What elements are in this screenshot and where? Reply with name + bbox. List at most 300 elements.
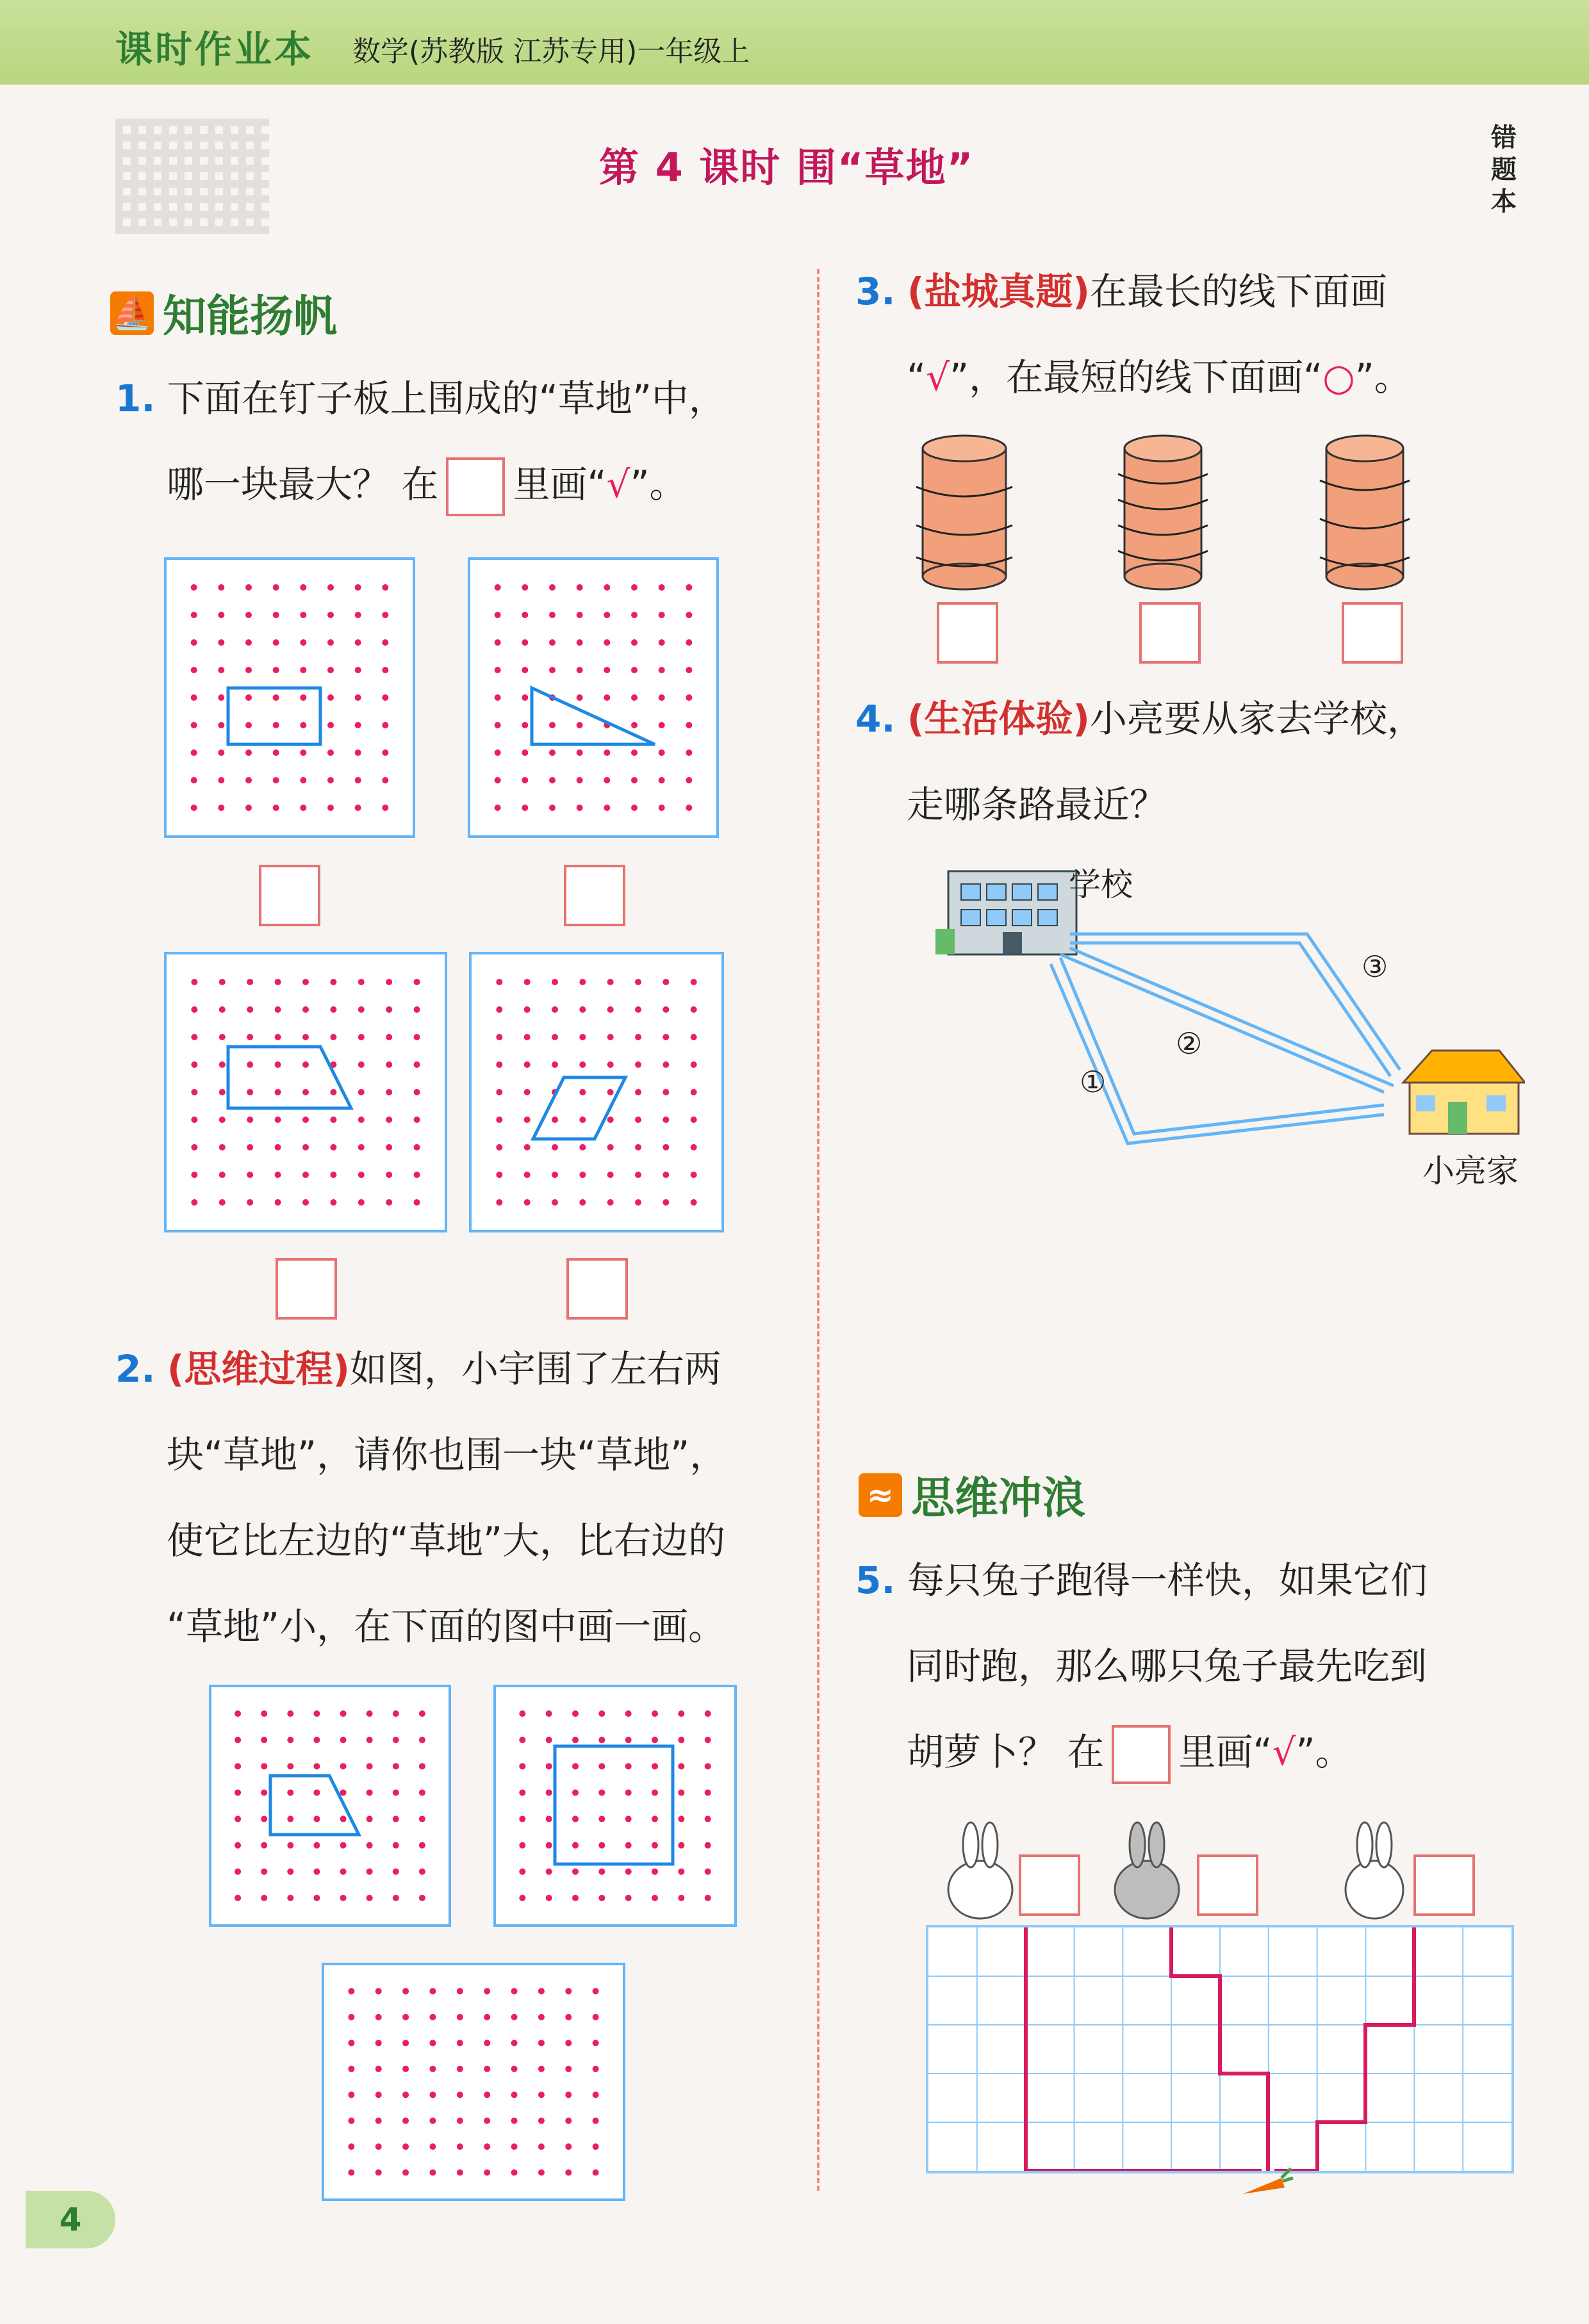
peg-dot — [247, 979, 253, 985]
peg-dot — [577, 612, 583, 618]
peg-dot — [300, 805, 306, 811]
peg-dot — [593, 2040, 599, 2046]
peg-dot — [593, 2066, 599, 2072]
peg-dot — [565, 2143, 572, 2150]
peg-dot — [191, 1144, 197, 1150]
peg-dot — [484, 2066, 490, 2072]
peg-dot — [691, 1061, 697, 1068]
peg-dot — [659, 777, 665, 783]
peg-dot — [300, 777, 306, 783]
peg-dot — [348, 1988, 354, 1994]
peg-dot — [625, 1816, 632, 1822]
peg-dot — [625, 1737, 632, 1743]
peg-dot — [273, 777, 279, 783]
peg-dot — [414, 1006, 420, 1013]
question-text: 块“草地”，请你也围一块“草地”， — [167, 1433, 727, 1477]
peg-dot — [484, 2014, 490, 2020]
peg-dot — [593, 1988, 599, 1994]
peg-dot — [549, 805, 556, 811]
peg-dot — [511, 2014, 518, 2020]
peg-dot — [273, 639, 279, 646]
answer-box-1b[interactable] — [564, 865, 625, 926]
peg-dot — [429, 2066, 436, 2072]
question-text: 如图，小宇围了左右两 — [349, 1347, 721, 1391]
peg-dot — [327, 722, 334, 728]
peg-dot — [686, 584, 692, 591]
peg-dot — [313, 1816, 320, 1822]
peg-dot — [375, 2118, 382, 2124]
peg-dot — [386, 1034, 392, 1040]
peg-dot — [355, 749, 361, 756]
peg-dot — [579, 1117, 586, 1123]
peg-dot — [524, 1172, 531, 1178]
peg-dot — [191, 777, 197, 783]
section-label: 知能扬帆 — [163, 291, 338, 342]
peg-dot — [382, 777, 388, 783]
peg-dot — [261, 1763, 267, 1769]
answer-box-5c[interactable] — [1413, 1854, 1475, 1916]
peg-dot — [631, 612, 638, 618]
peg-dot — [457, 2091, 463, 2098]
peg-dot — [524, 1061, 531, 1068]
peg-dot — [604, 749, 610, 756]
peg-dot — [261, 1842, 267, 1849]
peg-dot — [659, 805, 665, 811]
peg-dot — [429, 2014, 436, 2020]
peg-dot — [593, 2170, 599, 2176]
peg-dot — [635, 1144, 641, 1150]
peg-dot — [607, 1034, 614, 1040]
peg-dot — [245, 694, 252, 701]
peg-dot — [358, 1144, 365, 1150]
peg-dot — [275, 1117, 281, 1123]
peg-dot — [652, 1842, 658, 1849]
peg-dot — [191, 667, 197, 673]
peg-dot — [579, 1061, 586, 1068]
peg-dot — [245, 584, 252, 591]
peg-dot — [358, 1089, 365, 1095]
peg-dot — [348, 2066, 354, 2072]
peg-dot — [484, 2118, 490, 2124]
peg-dot — [579, 1034, 586, 1040]
peg-dot — [549, 722, 556, 728]
peg-dot — [705, 1710, 711, 1717]
peg-dot — [495, 612, 501, 618]
peg-dot — [635, 1034, 641, 1040]
peg-dot — [511, 1988, 518, 1994]
peg-dot — [330, 979, 336, 985]
page-number: 4 — [26, 2191, 115, 2248]
peg-dot — [686, 722, 692, 728]
peg-dot — [235, 1869, 241, 1875]
peg-dot — [386, 1089, 392, 1095]
peg-dot — [348, 2118, 354, 2124]
peg-dot — [247, 1061, 253, 1068]
peg-dot — [340, 1763, 347, 1769]
peg-dot — [330, 1199, 336, 1206]
peg-dot — [549, 777, 556, 783]
peg-dot — [607, 1117, 614, 1123]
peg-dot — [705, 1789, 711, 1796]
peg-dot — [598, 1763, 605, 1769]
peg-dot — [245, 667, 252, 673]
route-1-path — [1060, 958, 1384, 1134]
peg-dot — [366, 1710, 373, 1717]
peg-dot — [663, 1172, 669, 1178]
peg-dot — [235, 1789, 241, 1796]
peg-dot — [484, 2040, 490, 2046]
rabbit-1-icon — [948, 1822, 1012, 1919]
peg-dot — [705, 1869, 711, 1875]
peg-dot — [402, 2014, 409, 2020]
answer-box-1d[interactable] — [566, 1258, 628, 1320]
peg-dot — [366, 1895, 373, 1901]
peg-dot — [691, 1089, 697, 1095]
question-text: 使它比左边的“草地”大，比右边的 — [167, 1519, 726, 1562]
peg-dot — [652, 1789, 658, 1796]
peg-dot — [273, 584, 279, 591]
question-text: 在最长的线下面画 — [1089, 270, 1387, 313]
question-text: 小亮要从家去学校， — [1089, 697, 1424, 741]
peg-dot — [287, 1789, 293, 1796]
peg-dot — [191, 1117, 197, 1123]
peg-dot — [219, 1061, 226, 1068]
check-mark-icon: √ — [606, 462, 630, 506]
peg-dot — [327, 612, 334, 618]
header-bar — [0, 0, 1589, 85]
answer-box-5a[interactable] — [1019, 1854, 1080, 1916]
peg-dot — [663, 1006, 669, 1013]
peg-dot — [549, 584, 556, 591]
question-text: ”。 — [1296, 1730, 1353, 1774]
peg-dot — [219, 1117, 226, 1123]
route-2-path — [1070, 948, 1394, 1086]
peg-dot — [691, 1199, 697, 1206]
peg-dot — [386, 1199, 392, 1206]
peg-dot — [652, 1763, 658, 1769]
peg-dot — [579, 1006, 586, 1013]
peg-dot — [604, 694, 610, 701]
peg-dot — [549, 612, 556, 618]
peg-dot — [302, 1199, 309, 1206]
peg-dot — [235, 1710, 241, 1717]
peg-dot — [598, 1895, 605, 1901]
rabbit-3-icon — [1346, 1822, 1403, 1919]
peg-dot — [577, 777, 583, 783]
peg-dot — [414, 1061, 420, 1068]
peg-dot — [375, 2040, 382, 2046]
peg-dot — [429, 2091, 436, 2098]
peg-dot — [275, 1006, 281, 1013]
question-text: ”。 — [1354, 356, 1412, 399]
peg-dot — [607, 1172, 614, 1178]
peg-dot — [302, 979, 309, 985]
peg-dot — [375, 2143, 382, 2150]
peg-dot — [511, 2143, 518, 2150]
peg-dot — [191, 694, 197, 701]
peg-dot — [302, 1172, 309, 1178]
peg-dot — [355, 805, 361, 811]
answer-box-5b[interactable] — [1197, 1854, 1258, 1916]
peg-dot — [663, 1117, 669, 1123]
section-heading-2 — [859, 1464, 1085, 1526]
peg-dot — [355, 612, 361, 618]
peg-dot — [414, 1144, 420, 1150]
question-text: 胡萝卜？ 在 — [907, 1730, 1105, 1774]
peg-dot — [247, 1199, 253, 1206]
peg-dot — [538, 2170, 545, 2176]
peg-dot — [635, 1172, 641, 1178]
peg-dot — [631, 639, 638, 646]
peg-dot — [552, 979, 558, 985]
peg-dot — [625, 1869, 632, 1875]
rabbit-2-icon — [1115, 1822, 1179, 1919]
peg-dot — [340, 1842, 347, 1849]
peg-dot — [245, 722, 252, 728]
peg-dot — [457, 2040, 463, 2046]
peg-dot — [457, 2170, 463, 2176]
wound-cylinders-figure — [910, 429, 1422, 602]
peg-dot — [484, 2170, 490, 2176]
peg-dot — [495, 722, 501, 728]
route-3-label: ③ — [1362, 949, 1388, 984]
peg-dot — [604, 667, 610, 673]
peg-dot — [429, 1988, 436, 1994]
peg-dot — [607, 979, 614, 985]
peg-dot — [577, 584, 583, 591]
question-text: “草地”小，在下面的图中画一画。 — [167, 1605, 726, 1648]
peg-dot — [496, 1089, 502, 1095]
peg-dot — [382, 639, 388, 646]
peg-dot — [635, 1199, 641, 1206]
peg-dot — [565, 2040, 572, 2046]
peg-dot — [375, 2014, 382, 2020]
answer-box-1a[interactable] — [259, 865, 320, 926]
peg-dot — [393, 1842, 399, 1849]
peg-dot — [219, 1006, 226, 1013]
peg-dot — [572, 1710, 579, 1717]
peg-dot — [631, 749, 638, 756]
answer-box-3b[interactable] — [1139, 602, 1201, 664]
peg-dot — [522, 805, 528, 811]
section-heading-1 — [110, 282, 337, 344]
peg-dot — [330, 1089, 336, 1095]
peg-dot — [191, 805, 197, 811]
peg-dot — [313, 1895, 320, 1901]
peg-dot — [300, 667, 306, 673]
peg-dot — [414, 1089, 420, 1095]
pegboard-1a — [164, 557, 415, 838]
question-2 — [115, 1326, 794, 1669]
answer-box-3a[interactable] — [937, 602, 998, 664]
peg-dot — [625, 1710, 632, 1717]
peg-dot — [300, 584, 306, 591]
peg-dot — [419, 1869, 425, 1875]
peg-dot — [519, 1763, 525, 1769]
peg-dot — [218, 777, 224, 783]
question-text: 里画“ — [1178, 1730, 1272, 1774]
peg-dot — [393, 1816, 399, 1822]
peg-dot — [691, 979, 697, 985]
peg-dot — [659, 639, 665, 646]
peg-dot — [577, 694, 583, 701]
question-text: 里画“ — [513, 462, 607, 506]
peg-dot — [327, 694, 334, 701]
peg-dot — [686, 667, 692, 673]
peg-dot — [382, 694, 388, 701]
peg-dot — [375, 2066, 382, 2072]
peg-dot — [358, 979, 365, 985]
question-1 — [115, 356, 794, 527]
peg-dot — [552, 1061, 558, 1068]
house-icon — [1403, 1051, 1525, 1134]
peg-dot — [393, 1737, 399, 1743]
peg-dot — [386, 979, 392, 985]
peg-dot — [302, 1117, 309, 1123]
peg-dot — [457, 2014, 463, 2020]
peg-dot — [565, 2066, 572, 2072]
peg-dot — [330, 1172, 336, 1178]
peg-dot — [593, 2143, 599, 2150]
question-text: 每只兔子跑得一样快，如果它们 — [907, 1559, 1428, 1602]
peg-dot — [235, 1816, 241, 1822]
peg-dot — [245, 777, 252, 783]
route-3-inner — [1070, 943, 1390, 1076]
cylinder-1-icon — [916, 436, 1012, 589]
peg-dot — [247, 1006, 253, 1013]
peg-dot — [522, 694, 528, 701]
peg-dot — [552, 1034, 558, 1040]
peg-dot — [261, 1737, 267, 1743]
peg-dot — [219, 1144, 226, 1150]
question-number: 4. — [855, 697, 896, 741]
peg-dot — [686, 777, 692, 783]
peg-dot — [705, 1895, 711, 1901]
peg-dot — [302, 1034, 309, 1040]
peg-dot — [519, 1842, 525, 1849]
peg-dot — [604, 584, 610, 591]
pegboard-2b — [493, 1685, 737, 1927]
peg-dot — [705, 1842, 711, 1849]
peg-dot — [419, 1737, 425, 1743]
peg-dot — [382, 667, 388, 673]
peg-dot — [261, 1710, 267, 1717]
route-3-path — [1070, 934, 1400, 1070]
school-label: 学校 — [1069, 866, 1133, 903]
peg-dot — [598, 1710, 605, 1717]
peg-dot — [625, 1789, 632, 1796]
peg-dot — [511, 2091, 518, 2098]
peg-dot — [659, 667, 665, 673]
pegboard-svg — [167, 954, 445, 1230]
pegboard-svg — [472, 954, 721, 1230]
qr-code-icon — [115, 119, 269, 234]
question-text: 哪一块最大？ 在 — [167, 462, 439, 506]
peg-dot — [348, 2040, 354, 2046]
peg-dot — [386, 1144, 392, 1150]
peg-dot — [414, 1117, 420, 1123]
pegboard-svg — [470, 560, 716, 835]
question-text: 下面在钉子板上围成的“草地”中， — [167, 377, 726, 420]
peg-dot — [235, 1737, 241, 1743]
peg-dot — [219, 1199, 226, 1206]
answer-box-3c[interactable] — [1342, 602, 1403, 664]
peg-dot — [457, 1988, 463, 1994]
peg-dot — [579, 1172, 586, 1178]
peg-dot — [593, 2014, 599, 2020]
peg-dot — [565, 2170, 572, 2176]
peg-dot — [598, 1842, 605, 1849]
peg-dot — [414, 1199, 420, 1206]
peg-dot — [191, 749, 197, 756]
peg-dot — [219, 979, 226, 985]
peg-dot — [691, 1172, 697, 1178]
peg-dot — [552, 1172, 558, 1178]
answer-box-1c[interactable] — [276, 1258, 337, 1320]
peg-dot — [652, 1816, 658, 1822]
brand-title: 课时作业本 — [115, 28, 315, 71]
peg-dot — [382, 805, 388, 811]
peg-dot — [635, 1006, 641, 1013]
peg-dot — [577, 805, 583, 811]
peg-dot — [565, 1988, 572, 1994]
peg-dot — [572, 1763, 579, 1769]
cylinder-3-icon — [1320, 436, 1410, 589]
route-2-label: ② — [1176, 1026, 1203, 1061]
pegboard-1c — [164, 952, 447, 1232]
peg-dot — [330, 1006, 336, 1013]
peg-dot — [327, 639, 334, 646]
path-rabbit-1 — [1026, 1927, 1262, 2171]
pegboard-svg — [324, 1965, 623, 2198]
pegboard-1b — [468, 557, 719, 838]
peg-dot — [273, 667, 279, 673]
sail-icon: ⛵ — [110, 291, 154, 335]
peg-dot — [625, 1895, 632, 1901]
enclosed-area — [533, 1077, 625, 1139]
peg-dot — [495, 639, 501, 646]
peg-dot — [273, 805, 279, 811]
peg-dot — [302, 1089, 309, 1095]
peg-dot — [300, 722, 306, 728]
peg-dot — [191, 979, 197, 985]
peg-dot — [393, 1869, 399, 1875]
peg-dot — [218, 694, 224, 701]
peg-dot — [524, 1089, 531, 1095]
path-rabbit-3 — [1274, 1927, 1414, 2171]
peg-dot — [287, 1710, 293, 1717]
peg-dot — [340, 1816, 347, 1822]
peg-dot — [546, 1816, 552, 1822]
peg-dot — [355, 777, 361, 783]
peg-dot — [631, 694, 638, 701]
peg-dot — [522, 584, 528, 591]
peg-dot — [565, 2091, 572, 2098]
peg-dot — [538, 2066, 545, 2072]
question-4 — [855, 676, 1547, 847]
peg-dot — [598, 1737, 605, 1743]
peg-dot — [302, 1144, 309, 1150]
peg-dot — [191, 639, 197, 646]
peg-dot — [549, 667, 556, 673]
peg-dot — [261, 1895, 267, 1901]
pegboard-2c-blank[interactable] — [322, 1963, 625, 2201]
pegboard-1d — [469, 952, 724, 1232]
peg-dot — [686, 694, 692, 701]
peg-dot — [366, 1789, 373, 1796]
peg-dot — [261, 1789, 267, 1796]
carrot-icon — [1237, 2165, 1294, 2204]
